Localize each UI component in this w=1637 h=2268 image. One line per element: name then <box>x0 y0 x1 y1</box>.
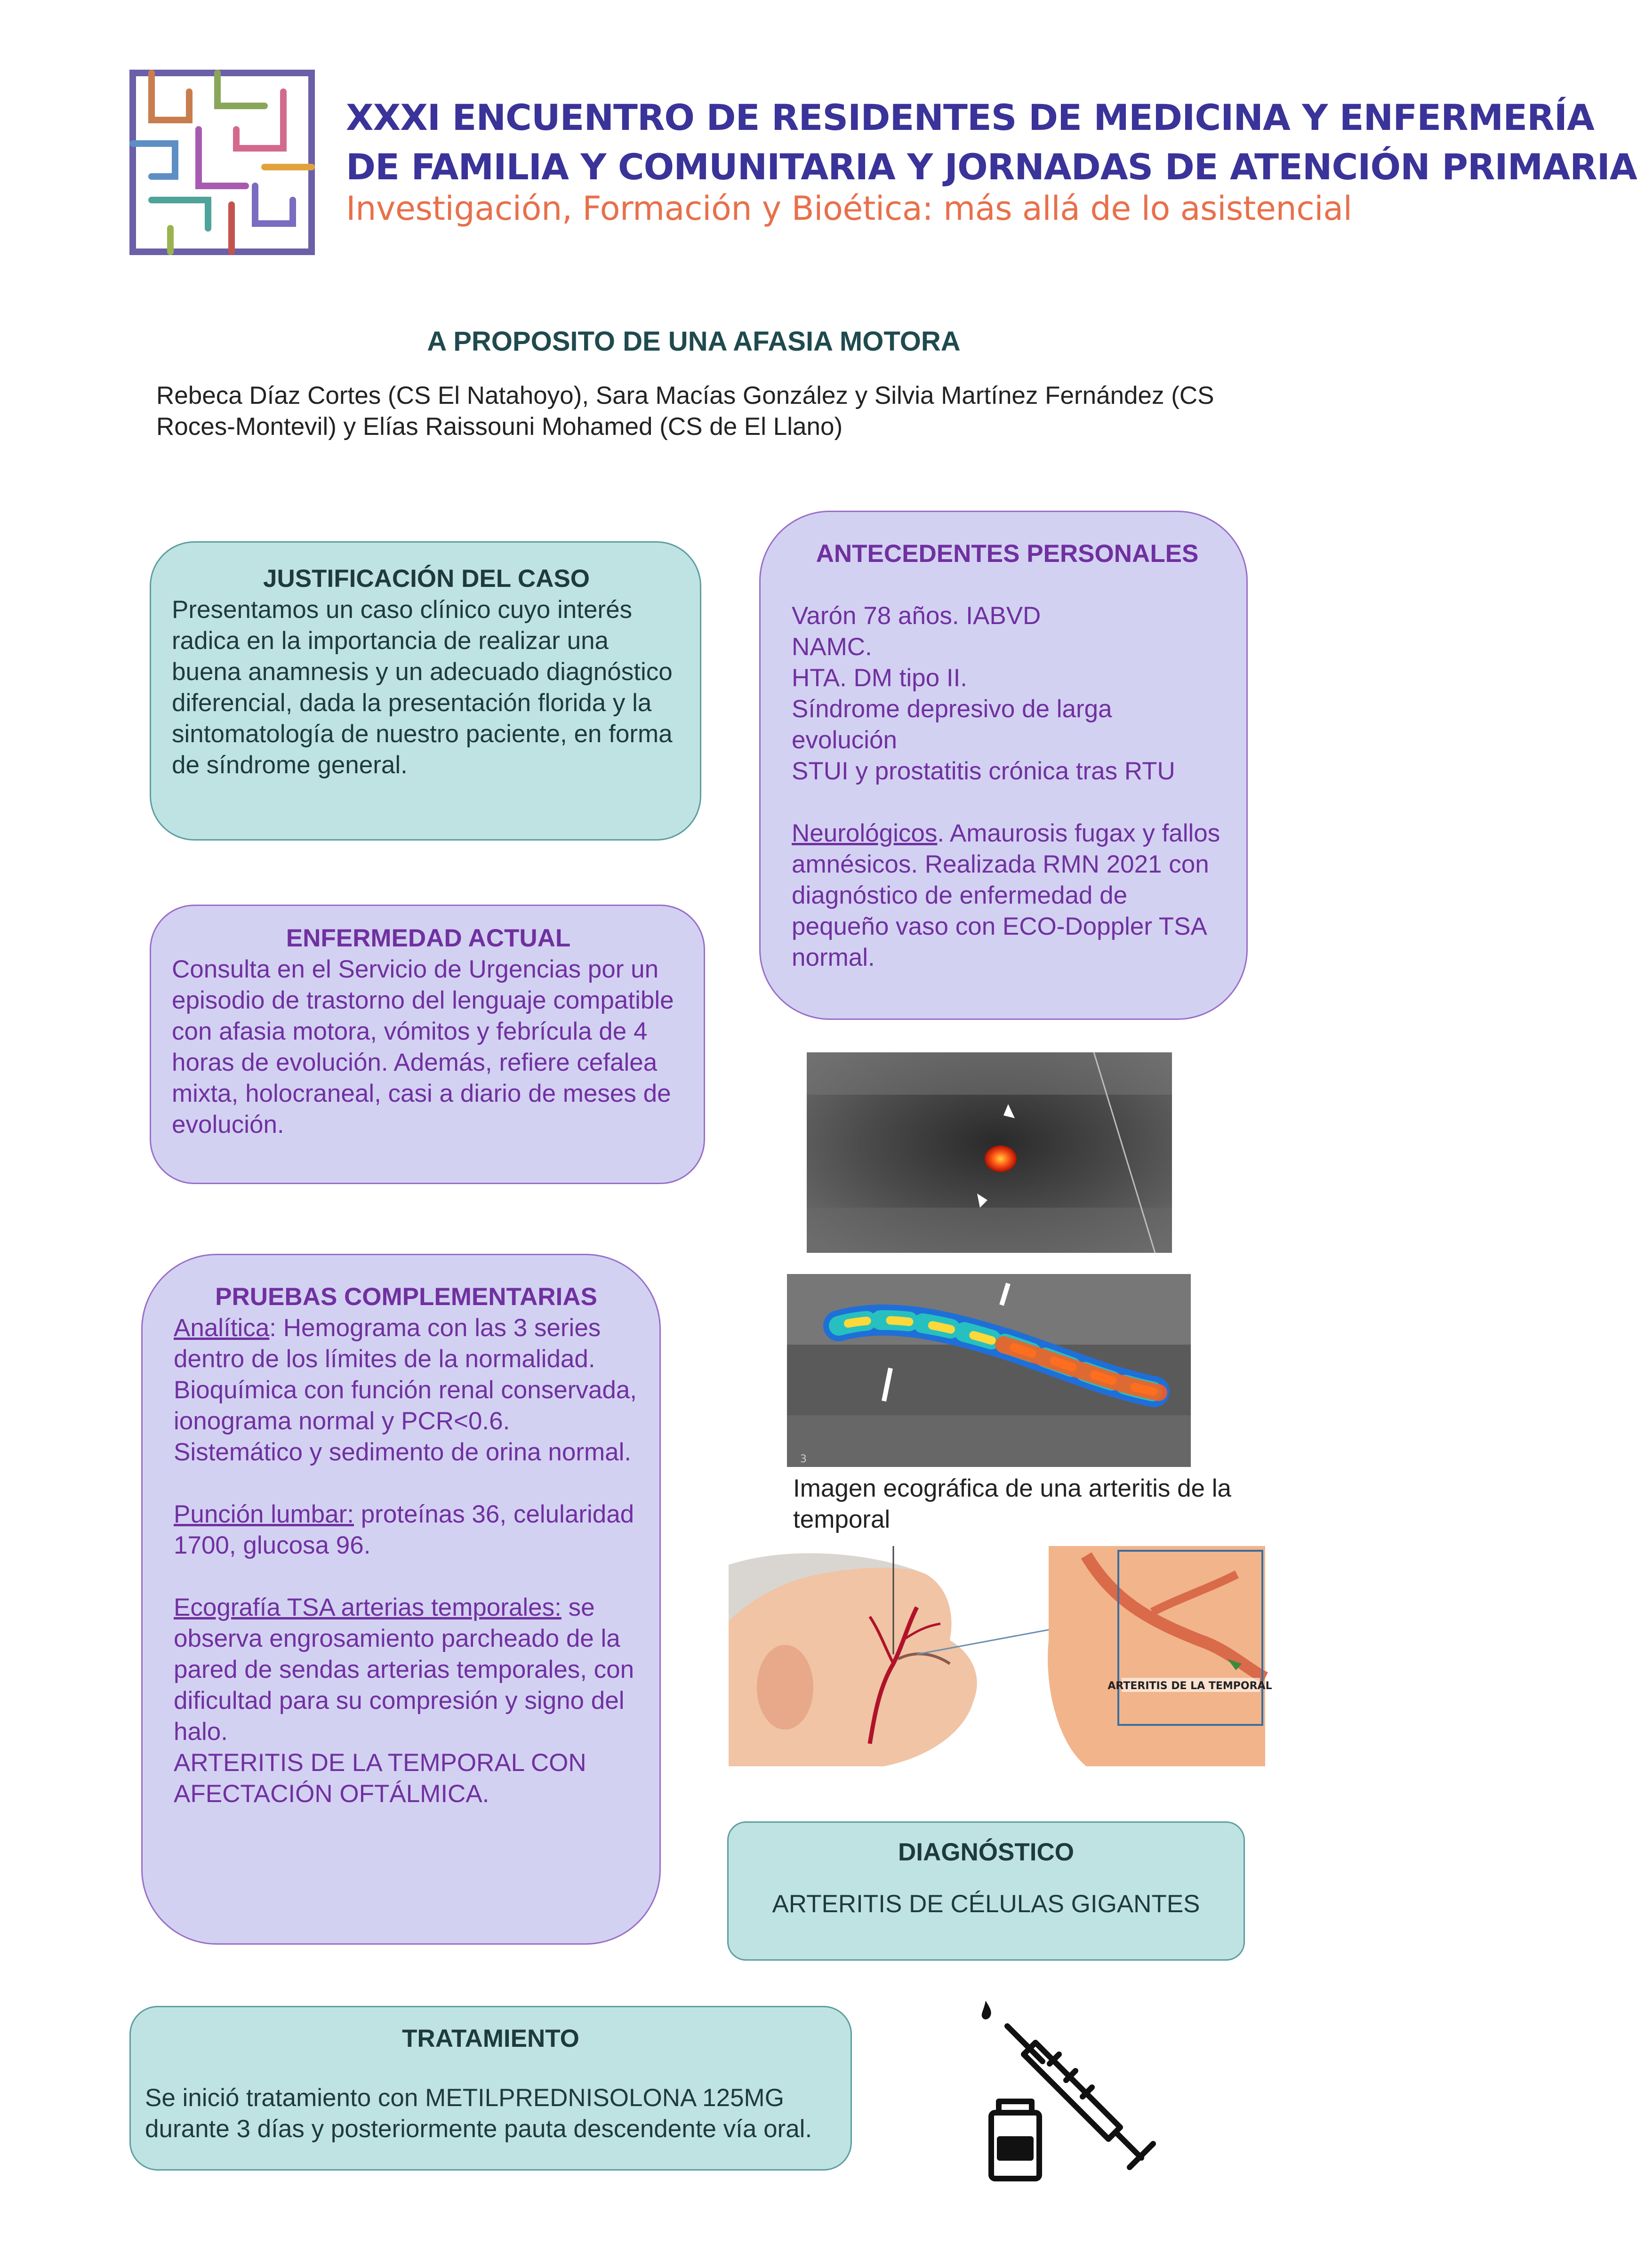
conclusion-text: ARTERITIS DE LA TEMPORAL CON AFECTACIÓN OFTÁLMICA. <box>174 1749 586 1808</box>
diagnostico-title: DIAGNÓSTICO <box>898 1838 1074 1866</box>
justificacion-box <box>150 541 701 841</box>
eco-label: Ecografía TSA arterias temporales: <box>174 1594 562 1621</box>
antecedentes-line: STUI y prostatitis crónica tras RTU <box>792 757 1175 785</box>
analitica-label: Analítica <box>174 1314 270 1342</box>
justificacion-title: JUSTIFICACIÓN DEL CASO <box>263 565 590 593</box>
ultrasound-image-longitudinal <box>787 1274 1191 1467</box>
antecedentes-line: Síndrome depresivo de larga evolución <box>792 695 1112 754</box>
enfermedad-title: ENFERMEDAD ACTUAL <box>286 924 571 952</box>
pruebas-title: PRUEBAS COMPLEMENTARIAS <box>215 1283 597 1311</box>
authors: Rebeca Díaz Cortes (CS El Natahoyo), Sara Macías González y Silvia Martínez Fernández (CS Roces-Montevil) y Elías Raissouni Mohamed (CS de El Llano) <box>156 382 1214 441</box>
tratamiento-text: Se inició tratamiento con METILPREDNISOLONA 125MG durante 3 días y posteriormente pauta descendente vía oral. <box>145 2084 812 2143</box>
tratamiento-box <box>129 2006 852 2171</box>
header-line-1: XXXI ENCUENTRO DE RESIDENTES DE MEDICINA Y ENFERMERÍA <box>346 96 1594 138</box>
syringe-vial-icon <box>979 1998 1177 2181</box>
neuro-text: . Amaurosis fugax y fallos amnésicos. Realizada RMN 2021 con diagnóstico de enfermedad de pequeño vaso con ECO-Doppler TSA normal. <box>792 819 1220 971</box>
neuro-label: Neurológicos <box>792 819 938 847</box>
illustration-label: ARTERITIS DE LA TEMPORAL <box>1107 1680 1272 1692</box>
enfermedad-text: Consulta en el Servicio de Urgencias por un episodio de trastorno del lenguaje compatible con afasia motora, vómitos y febrícula de 4 horas de evolución. Además, refiere cefalea mixta, holocraneal, casi a diario de meses de evolución. <box>172 955 674 1138</box>
antecedentes-line: NAMC. <box>792 633 872 661</box>
diagnostico-box <box>727 1821 1245 1961</box>
justificacion-text: Presentamos un caso clínico cuyo interés radica en la importancia de realizar una buena anamnesis y un adecuado diagnóstico diferencial, dada la presentación florida y la sintomatología de nuestro paciente, en forma de síndrome general. <box>172 596 673 779</box>
diagnostico-text: ARTERITIS DE CÉLULAS GIGANTES <box>772 1890 1200 1918</box>
puncion-label: Punción lumbar: <box>174 1500 354 1528</box>
temporal-arteritis-illustration <box>729 1546 1272 1766</box>
antecedentes-title: ANTECEDENTES PERSONALES <box>816 540 1199 568</box>
tratamiento-title: TRATAMIENTO <box>402 2025 579 2052</box>
poster-title: A PROPOSITO DE UNA AFASIA MOTORA <box>427 326 961 357</box>
ultrasound-image-transverse <box>807 1052 1172 1253</box>
pruebas-box <box>141 1254 661 1945</box>
puncion-text: proteínas 36, celularidad 1700, glucosa 96. <box>174 1500 634 1559</box>
orina-text: Sistemático y sedimento de orina normal. <box>174 1438 632 1466</box>
ultrasound-caption: Imagen ecográfica de una arteritis de la temporal <box>793 1475 1231 1533</box>
header-line-2: DE FAMILIA Y COMUNITARIA Y JORNADAS DE ATENCIÓN PRIMARIA <box>346 146 1637 188</box>
analitica-text: : Hemograma con las 3 series dentro de los límites de la normalidad. Bioquímica con función renal conservada, ionograma normal y PCR<0.6. <box>174 1314 637 1435</box>
header-line-3: Investigación, Formación y Bioética: más allá de lo asistencial <box>346 189 1352 228</box>
antecedentes-line: HTA. DM tipo II. <box>792 664 968 692</box>
antecedentes-line: Varón 78 años. IABVD <box>792 602 1041 630</box>
maze-logo <box>123 64 321 261</box>
enfermedad-box <box>150 905 705 1184</box>
eco-text: se observa engrosamiento parcheado de la pared de sendas arterias temporales, con dificultad para su compresión y signo del halo. <box>174 1594 634 1746</box>
svg-text:3: 3 <box>800 1453 807 1465</box>
antecedentes-box <box>759 511 1248 1020</box>
